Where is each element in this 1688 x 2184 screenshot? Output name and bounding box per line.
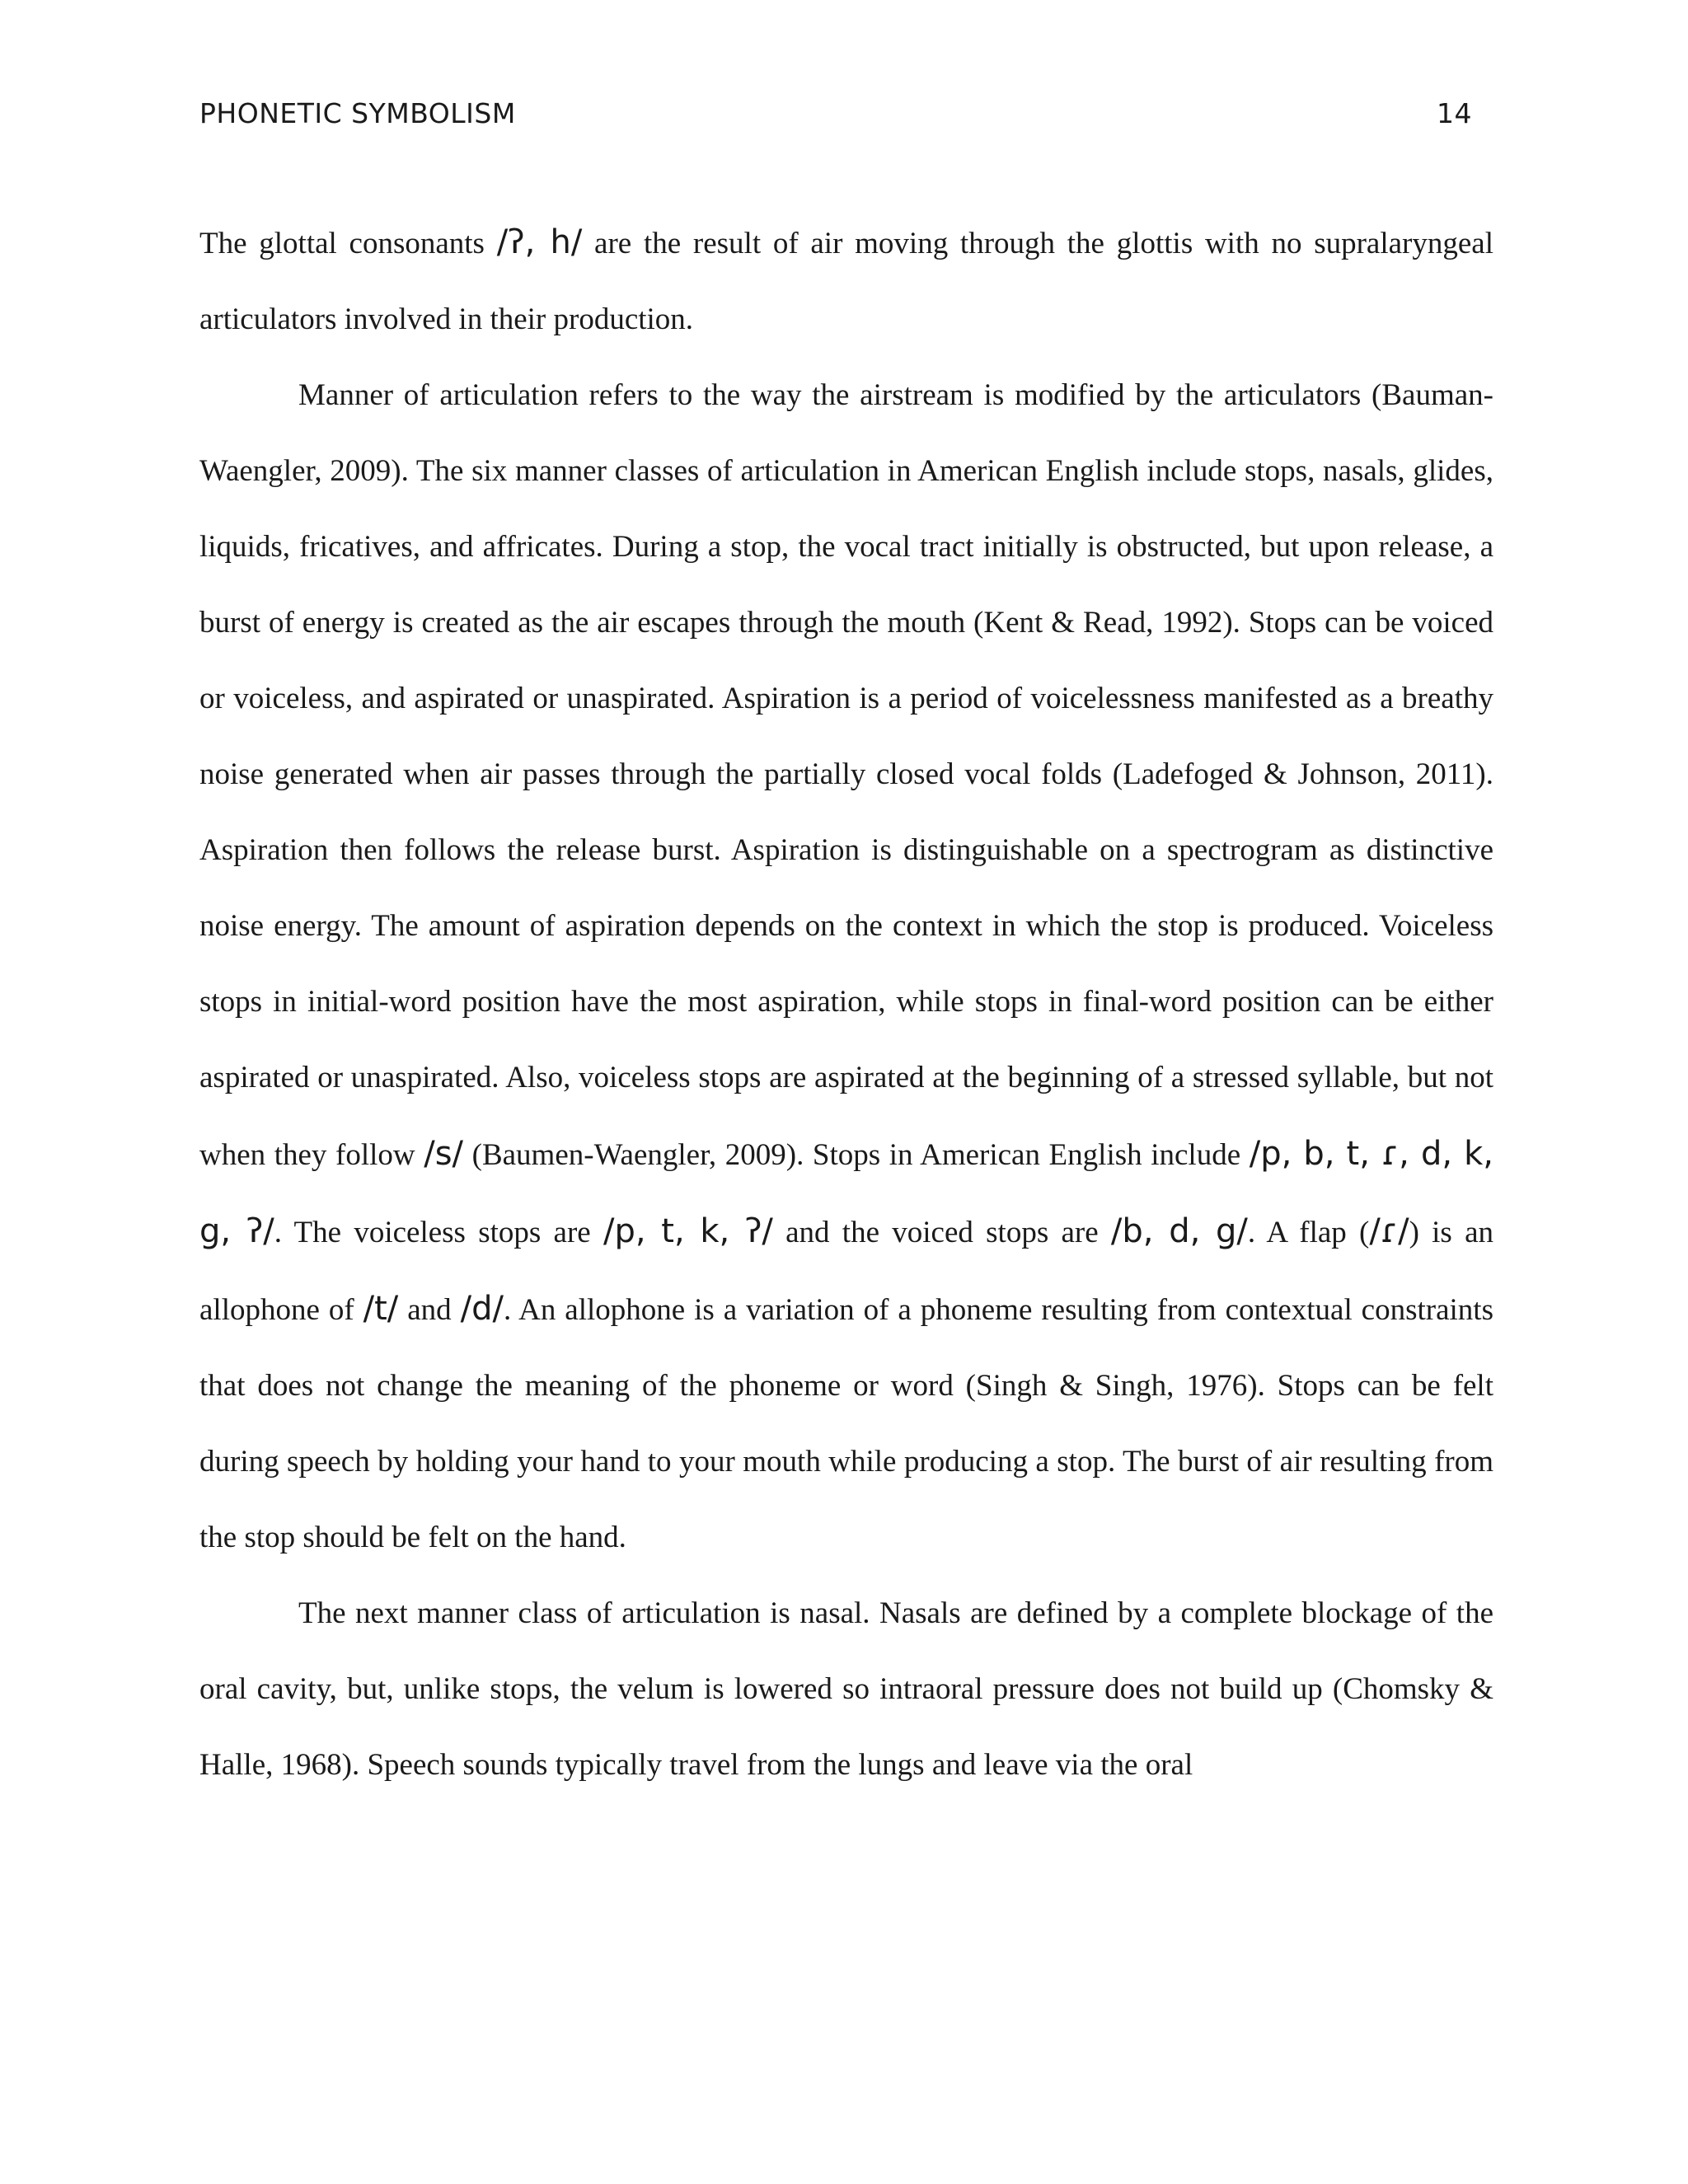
paragraph-text: are the result of air moving through the glottis with no supralaryngeal articulators involved in their production. <box>199 227 1493 336</box>
page-header <box>199 97 1472 137</box>
ipa-symbol: /p, t, k, ʔ/ <box>603 1212 773 1250</box>
page-number: 14 <box>1437 97 1472 129</box>
paragraph-text: (Baumen-Waengler, 2009). Stops in American English include <box>463 1138 1250 1172</box>
paragraph-text: ) is an allophone of <box>199 1216 1493 1327</box>
paragraph-text: and <box>398 1293 461 1327</box>
ipa-symbol: /ʔ, h/ <box>496 223 583 261</box>
ipa-symbol: /b, d, g/ <box>1110 1212 1248 1250</box>
paragraph-text: and the voiced stops are <box>772 1216 1111 1249</box>
running-head-title: PHONETIC SYMBOLISM <box>199 97 516 129</box>
paragraph-text: The next manner class of articulation is nasal. Nasals are defined by a complete blockage of the oral cavity, but, unlike stops, the velum is lowered so intraoral pressure does not build up (Chomsky & Halle, 1968). Speech sounds typically travel from the lungs and leave via the oral <box>199 1596 1493 1782</box>
body-text <box>199 204 1493 1803</box>
ipa-symbol: /d/ <box>460 1290 504 1328</box>
ipa-symbol: /p, b, t, ɾ, d, k, g, ʔ/ <box>199 1135 1493 1250</box>
paragraph-text: Manner of articulation refers to the way the airstream is modified by the articulators (Bauman-Waengler, 2009). The six manner classes of articulation in American English include stops, nasals, glides, liquids, fricatives, and affricates. During a stop, the vocal tract initially is obstructed, but upon release, a burst of energy is created as the air escapes through the mouth (Kent & Read, 1992). Stops can be voiced or voiceless, and aspirated or unaspirated. Aspiration is a period of voicelessness manifested as a breathy noise generated when air passes through the partially closed vocal folds (Ladefoged & Johnson, 2011). Aspiration then follows the release burst. Aspiration is distinguishable on a spectrogram as distinctive noise energy. The amount of aspiration depends on the context in which the stop is produced. Voiceless stops in initial-word position have the most aspiration, while stops in final-word position can be either aspirated or unaspirated. Also, voiceless stops are aspirated at the beginning of a stressed syllable, but not when they follow <box>199 378 1493 1172</box>
paragraph-text: . An allophone is a variation of a phoneme resulting from contextual constraints that does not change the meaning of the phoneme or word (Singh & Singh, 1976). Stops can be felt during speech by holding your hand to your mouth while producing a stop. The burst of air resulting from the stop should be felt on the hand. <box>199 1293 1493 1554</box>
ipa-symbol: /s/ <box>424 1135 464 1173</box>
paragraph <box>199 1576 1493 1803</box>
ipa-symbol: /ɾ/ <box>1369 1212 1409 1250</box>
paragraph <box>199 358 1493 1576</box>
paragraph-text: . The voiceless stops are <box>274 1216 603 1249</box>
paragraph-text: . A flap ( <box>1247 1216 1370 1249</box>
ipa-symbol: /t/ <box>363 1290 399 1328</box>
paragraph-text: The glottal consonants <box>199 227 497 260</box>
paragraph <box>199 204 1493 358</box>
